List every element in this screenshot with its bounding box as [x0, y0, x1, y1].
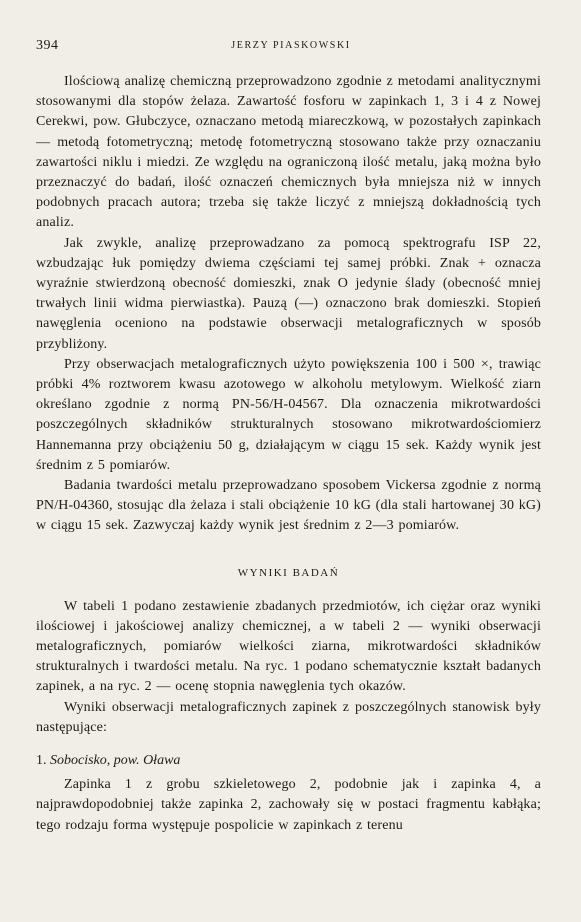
paragraph-spectrograph: Jak zwykle, analizę przeprowadzano za pomocą spektrografu ISP 22, wzbudzając łuk pomiędzy dwiema częściami tej samej próbki. Znak + oznacza wyraźnie stwierdzoną obecność domieszki, znak O jedynie ślady (obecność mniej trwałych linii widma pierwiastka). Pauzą (—) oznaczono brak domieszki. Stopień nawęglenia oceniono na podstawie obserwacji metalograficznych w sposób przybliżony. [36, 235, 541, 352]
paragraph-chemical-analysis: Ilościową analizę chemiczną przeprowadzono zgodnie z metodami analitycznymi stosowanymi dla stopów żelaza. Zawartość fosforu w zapinkach 1, 3 i 4 z Nowej Cerekwi, pow. Głubczyce, oznaczano metodą miareczkową, w pozostałych zapinkach — metodą fotometryczną; metodę fotometryczną stosowano także przy oznaczaniu zawartości niklu i miedzi. Ze względu na ograniczoną ilość metalu, jaką można było przeznaczyć do badań, ilość oznaczeń chemicznych była mniejsza niż w innych podobnych pracach autora; trzeba się także liczyć z mniejszą dokładnością tych analiz. [36, 74, 541, 231]
page-number: 394 [36, 38, 59, 53]
paragraph-results-intro: Wyniki obserwacji metalograficznych zapinek z poszczególnych stanowisk były następujące: [36, 699, 541, 735]
paragraph-metallography: Przy obserwacjach metalograficznych użyto powiększenia 100 i 500 ×, trawiąc próbki 4% roztworem kwasu azotowego w alkoholu metylowym. Wielkość ziarn określano zgodnie z normą PN-56/H-04567. Dla oznaczenia mikrotwardości poszczególnych składników strukturalnych stosowano mikrotwardościomierz Hannemanna przy obciążeniu 50 g, działającym w ciągu 15 sek. Każdy wynik jest średnim z 5 pomiarów. [36, 356, 541, 473]
page-body [36, 72, 541, 836]
page-header [36, 38, 546, 56]
paragraph-hardness: Badania twardości metalu przeprowadzano sposobem Vickersa zgodnie z normą PN/H-04360, stosując dla żelaza i stali obciążenie 10 kG (dla stali hartowanej 30 kG) w ciągu 15 sek. Zazwyczaj każdy wynik jest średnim z 2—3 pomiarów. [36, 478, 541, 534]
subsection-title: Sobocisko, pow. Oława [50, 753, 181, 769]
paragraph-tables-overview: W tabeli 1 podano zestawienie zbadanych przedmiotów, ich ciężar oraz wyniki ilościowej i jakościowej analizy chemicznej, a w tabeli 2 — wyniki obserwacji metalograficznych, pomiarów wielkości ziarna, mikrotwardości składników strukturalnych i twardości metalu. Na ryc. 1 podano schematycznie kształt badanych zapinek, a na ryc. 2 — ocenę stopnia nawęglenia tych okazów. [36, 598, 541, 695]
subsection-heading [36, 751, 541, 771]
subsection-number: 1. [36, 753, 47, 769]
running-head: JERZY PIASKOWSKI [231, 40, 351, 51]
paragraph-sobocisko: Zapinka 1 z grobu szkieletowego 2, podobnie jak i zapinka 4, a najprawdopodobniej także zapinka 2, zachowały się w postaci fragmentu kabłąka; tego rodzaju forma występuje pospolicie w zapinkach z terenu [36, 777, 541, 833]
section-title: WYNIKI BADAŃ [237, 566, 340, 579]
